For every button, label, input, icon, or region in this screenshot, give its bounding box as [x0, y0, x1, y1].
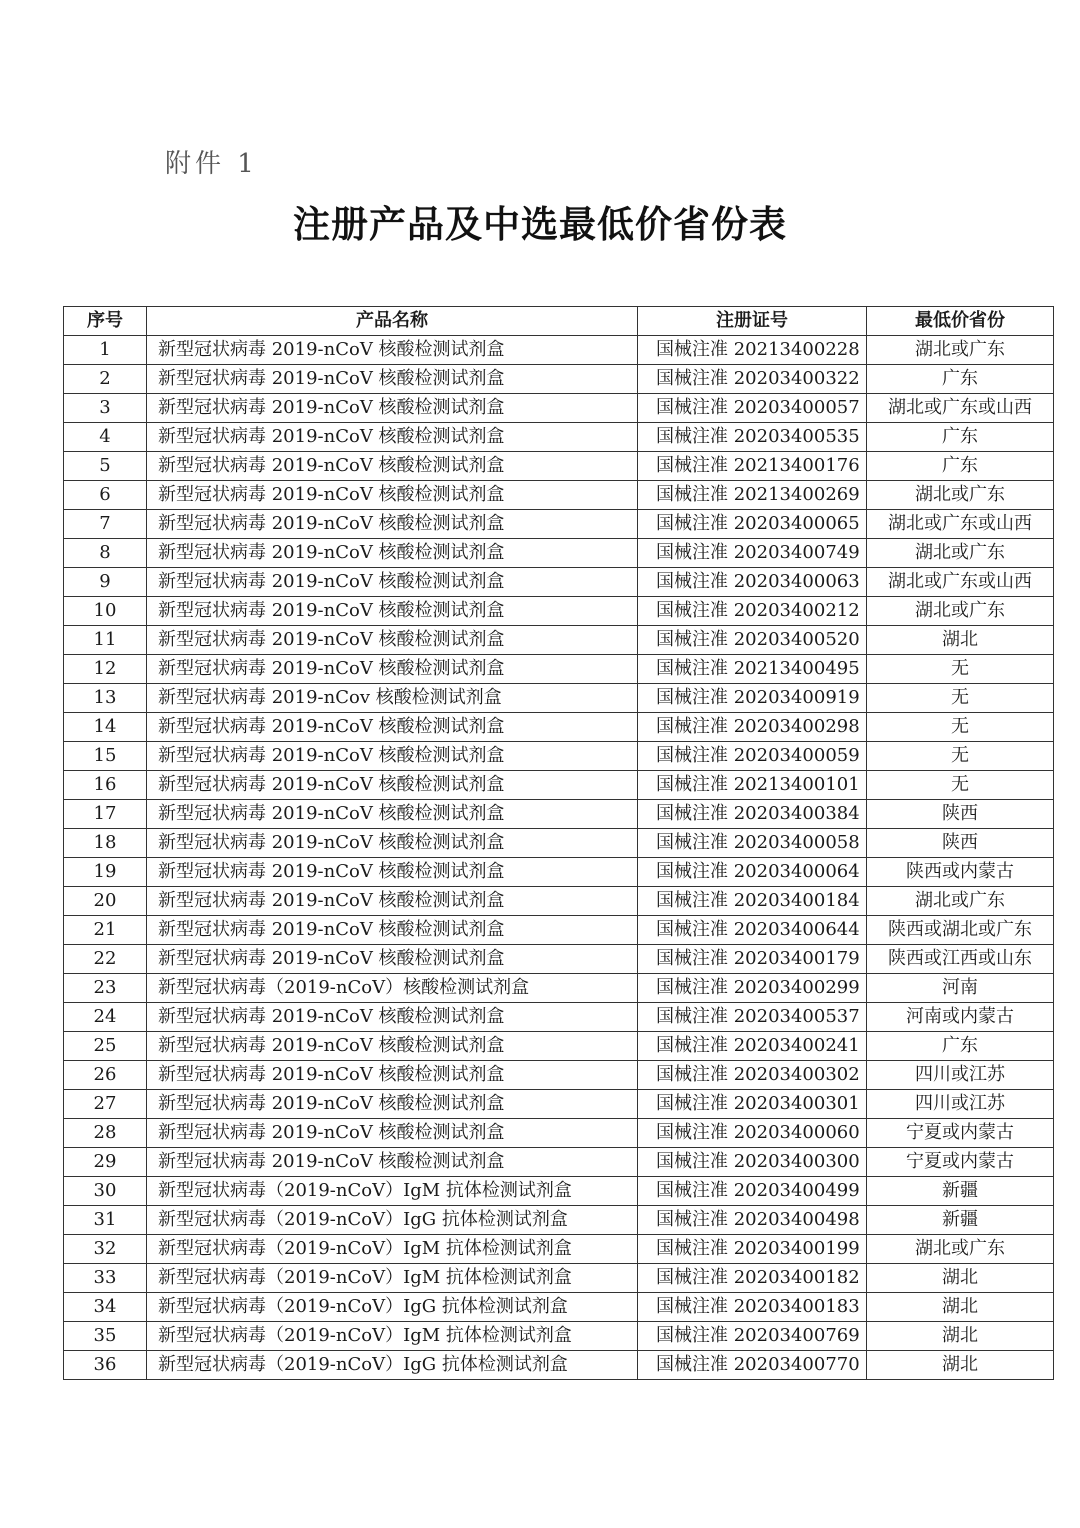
- table-row: [64, 336, 1054, 365]
- cell-product-name: 新型冠状病毒（2019-nCoV）IgG 抗体检测试剂盒: [147, 1206, 638, 1235]
- cell-registration-no: 国械注准 20203400299: [638, 974, 867, 1003]
- cell-lowest-price-province: 湖北或广东: [867, 887, 1054, 916]
- cell-lowest-price-province: 湖北: [867, 1322, 1054, 1351]
- cell-index: 33: [64, 1264, 147, 1293]
- cell-index: 26: [64, 1061, 147, 1090]
- table-row: [64, 1148, 1054, 1177]
- cell-lowest-price-province: 湖北或广东或山西: [867, 568, 1054, 597]
- cell-registration-no: 国械注准 20203400769: [638, 1322, 867, 1351]
- cell-registration-no: 国械注准 20203400300: [638, 1148, 867, 1177]
- cell-lowest-price-province: 湖北或广东: [867, 336, 1054, 365]
- column-header-registration-no: 注册证号: [638, 307, 867, 336]
- table-row: [64, 800, 1054, 829]
- cell-product-name: 新型冠状病毒 2019-nCoV 核酸检测试剂盒: [147, 1148, 638, 1177]
- table-row: [64, 365, 1054, 394]
- cell-lowest-price-province: 湖北: [867, 1264, 1054, 1293]
- cell-lowest-price-province: 广东: [867, 452, 1054, 481]
- cell-product-name: 新型冠状病毒 2019-nCoV 核酸检测试剂盒: [147, 1119, 638, 1148]
- cell-lowest-price-province: 陕西: [867, 829, 1054, 858]
- table-row: [64, 1293, 1054, 1322]
- cell-index: 19: [64, 858, 147, 887]
- cell-lowest-price-province: 无: [867, 713, 1054, 742]
- cell-registration-no: 国械注准 20203400537: [638, 1003, 867, 1032]
- cell-lowest-price-province: 无: [867, 684, 1054, 713]
- cell-lowest-price-province: 新疆: [867, 1177, 1054, 1206]
- cell-lowest-price-province: 宁夏或内蒙古: [867, 1119, 1054, 1148]
- cell-product-name: 新型冠状病毒 2019-nCoV 核酸检测试剂盒: [147, 1003, 638, 1032]
- cell-product-name: 新型冠状病毒（2019-nCoV）IgG 抗体检测试剂盒: [147, 1351, 638, 1380]
- table-row: [64, 916, 1054, 945]
- cell-product-name: 新型冠状病毒 2019-nCoV 核酸检测试剂盒: [147, 539, 638, 568]
- table-row: [64, 1206, 1054, 1235]
- cell-index: 1: [64, 336, 147, 365]
- column-header-index: 序号: [64, 307, 147, 336]
- cell-lowest-price-province: 新疆: [867, 1206, 1054, 1235]
- cell-registration-no: 国械注准 20203400065: [638, 510, 867, 539]
- cell-registration-no: 国械注准 20203400498: [638, 1206, 867, 1235]
- cell-index: 29: [64, 1148, 147, 1177]
- cell-lowest-price-province: 湖北或广东或山西: [867, 394, 1054, 423]
- cell-registration-no: 国械注准 20203400301: [638, 1090, 867, 1119]
- cell-product-name: 新型冠状病毒 2019-nCoV 核酸检测试剂盒: [147, 1061, 638, 1090]
- table-row: [64, 684, 1054, 713]
- cell-lowest-price-province: 宁夏或内蒙古: [867, 1148, 1054, 1177]
- table-row: [64, 1061, 1054, 1090]
- table-row: [64, 539, 1054, 568]
- cell-index: 16: [64, 771, 147, 800]
- cell-lowest-price-province: 湖北: [867, 626, 1054, 655]
- cell-registration-no: 国械注准 20203400520: [638, 626, 867, 655]
- cell-lowest-price-province: 陕西: [867, 800, 1054, 829]
- cell-index: 34: [64, 1293, 147, 1322]
- cell-registration-no: 国械注准 20203400298: [638, 713, 867, 742]
- cell-index: 11: [64, 626, 147, 655]
- cell-product-name: 新型冠状病毒 2019-nCoV 核酸检测试剂盒: [147, 858, 638, 887]
- page-title: 注册产品及中选最低价省份表: [293, 203, 787, 246]
- cell-index: 5: [64, 452, 147, 481]
- cell-product-name: 新型冠状病毒 2019-nCoV 核酸检测试剂盒: [147, 1090, 638, 1119]
- cell-lowest-price-province: 河南或内蒙古: [867, 1003, 1054, 1032]
- cell-lowest-price-province: 湖北: [867, 1293, 1054, 1322]
- table-row: [64, 742, 1054, 771]
- cell-index: 3: [64, 394, 147, 423]
- cell-registration-no: 国械注准 20213400101: [638, 771, 867, 800]
- cell-registration-no: 国械注准 20203400179: [638, 945, 867, 974]
- cell-index: 2: [64, 365, 147, 394]
- cell-registration-no: 国械注准 20203400063: [638, 568, 867, 597]
- table-row: [64, 974, 1054, 1003]
- cell-product-name: 新型冠状病毒 2019-nCoV 核酸检测试剂盒: [147, 394, 638, 423]
- cell-product-name: 新型冠状病毒（2019-nCoV）IgM 抗体检测试剂盒: [147, 1177, 638, 1206]
- cell-registration-no: 国械注准 20213400176: [638, 452, 867, 481]
- cell-lowest-price-province: 湖北或广东: [867, 597, 1054, 626]
- column-header-lowest-price-province: 最低价省份: [867, 307, 1054, 336]
- table-header-row: [64, 307, 1054, 336]
- table-row: [64, 1032, 1054, 1061]
- cell-lowest-price-province: 陕西或江西或山东: [867, 945, 1054, 974]
- cell-product-name: 新型冠状病毒 2019-nCoV 核酸检测试剂盒: [147, 945, 638, 974]
- table-row: [64, 1177, 1054, 1206]
- table-row: [64, 1235, 1054, 1264]
- cell-product-name: 新型冠状病毒（2019-nCoV）IgM 抗体检测试剂盒: [147, 1235, 638, 1264]
- cell-lowest-price-province: 四川或江苏: [867, 1090, 1054, 1119]
- cell-index: 12: [64, 655, 147, 684]
- table-row: [64, 597, 1054, 626]
- table-row: [64, 452, 1054, 481]
- table-row: [64, 626, 1054, 655]
- cell-lowest-price-province: 湖北或广东: [867, 539, 1054, 568]
- cell-product-name: 新型冠状病毒 2019-nCoV 核酸检测试剂盒: [147, 713, 638, 742]
- cell-product-name: 新型冠状病毒 2019-nCoV 核酸检测试剂盒: [147, 597, 638, 626]
- cell-product-name: 新型冠状病毒 2019-nCoV 核酸检测试剂盒: [147, 423, 638, 452]
- cell-product-name: 新型冠状病毒 2019-nCoV 核酸检测试剂盒: [147, 887, 638, 916]
- cell-lowest-price-province: 无: [867, 771, 1054, 800]
- table-row: [64, 887, 1054, 916]
- table-row: [64, 858, 1054, 887]
- table-row: [64, 655, 1054, 684]
- cell-index: 36: [64, 1351, 147, 1380]
- cell-index: 30: [64, 1177, 147, 1206]
- cell-registration-no: 国械注准 20203400184: [638, 887, 867, 916]
- cell-index: 9: [64, 568, 147, 597]
- cell-lowest-price-province: 无: [867, 655, 1054, 684]
- cell-registration-no: 国械注准 20213400495: [638, 655, 867, 684]
- cell-lowest-price-province: 无: [867, 742, 1054, 771]
- cell-registration-no: 国械注准 20203400183: [638, 1293, 867, 1322]
- cell-index: 24: [64, 1003, 147, 1032]
- table-row: [64, 568, 1054, 597]
- cell-index: 13: [64, 684, 147, 713]
- cell-registration-no: 国械注准 20203400182: [638, 1264, 867, 1293]
- cell-registration-no: 国械注准 20213400269: [638, 481, 867, 510]
- cell-product-name: 新型冠状病毒（2019-nCoV）IgM 抗体检测试剂盒: [147, 1322, 638, 1351]
- cell-registration-no: 国械注准 20213400228: [638, 336, 867, 365]
- cell-registration-no: 国械注准 20203400770: [638, 1351, 867, 1380]
- cell-registration-no: 国械注准 20203400058: [638, 829, 867, 858]
- cell-product-name: 新型冠状病毒（2019-nCoV）IgM 抗体检测试剂盒: [147, 1264, 638, 1293]
- cell-registration-no: 国械注准 20203400057: [638, 394, 867, 423]
- table-row: [64, 394, 1054, 423]
- cell-index: 23: [64, 974, 147, 1003]
- table-row: [64, 829, 1054, 858]
- table-body: [64, 336, 1054, 1380]
- cell-index: 25: [64, 1032, 147, 1061]
- cell-lowest-price-province: 湖北: [867, 1351, 1054, 1380]
- cell-index: 35: [64, 1322, 147, 1351]
- cell-product-name: 新型冠状病毒 2019-nCoV 核酸检测试剂盒: [147, 626, 638, 655]
- cell-lowest-price-province: 湖北或广东: [867, 481, 1054, 510]
- cell-registration-no: 国械注准 20203400384: [638, 800, 867, 829]
- cell-product-name: 新型冠状病毒 2019-nCoV 核酸检测试剂盒: [147, 1032, 638, 1061]
- cell-lowest-price-province: 陕西或内蒙古: [867, 858, 1054, 887]
- table-row: [64, 423, 1054, 452]
- cell-index: 8: [64, 539, 147, 568]
- cell-registration-no: 国械注准 20203400059: [638, 742, 867, 771]
- table-row: [64, 1351, 1054, 1380]
- table-row: [64, 713, 1054, 742]
- cell-product-name: 新型冠状病毒 2019-nCoV 核酸检测试剂盒: [147, 336, 638, 365]
- cell-registration-no: 国械注准 20203400212: [638, 597, 867, 626]
- cell-registration-no: 国械注准 20203400060: [638, 1119, 867, 1148]
- cell-registration-no: 国械注准 20203400919: [638, 684, 867, 713]
- cell-index: 28: [64, 1119, 147, 1148]
- cell-lowest-price-province: 河南: [867, 974, 1054, 1003]
- cell-product-name: 新型冠状病毒（2019-nCoV）IgG 抗体检测试剂盒: [147, 1293, 638, 1322]
- cell-product-name: 新型冠状病毒 2019-nCoV 核酸检测试剂盒: [147, 742, 638, 771]
- cell-index: 14: [64, 713, 147, 742]
- table-row: [64, 1119, 1054, 1148]
- table-row: [64, 771, 1054, 800]
- cell-registration-no: 国械注准 20203400322: [638, 365, 867, 394]
- cell-index: 4: [64, 423, 147, 452]
- cell-index: 20: [64, 887, 147, 916]
- cell-index: 18: [64, 829, 147, 858]
- cell-registration-no: 国械注准 20203400199: [638, 1235, 867, 1264]
- attachment-label: 附件 1: [165, 149, 258, 179]
- cell-index: 32: [64, 1235, 147, 1264]
- cell-registration-no: 国械注准 20203400749: [638, 539, 867, 568]
- cell-index: 21: [64, 916, 147, 945]
- registration-table: [63, 306, 1054, 1380]
- cell-product-name: 新型冠状病毒 2019-nCoV 核酸检测试剂盒: [147, 510, 638, 539]
- cell-index: 22: [64, 945, 147, 974]
- cell-lowest-price-province: 湖北或广东: [867, 1235, 1054, 1264]
- cell-product-name: 新型冠状病毒 2019-nCoV 核酸检测试剂盒: [147, 365, 638, 394]
- cell-lowest-price-province: 广东: [867, 1032, 1054, 1061]
- table-row: [64, 945, 1054, 974]
- cell-lowest-price-province: 四川或江苏: [867, 1061, 1054, 1090]
- cell-registration-no: 国械注准 20203400644: [638, 916, 867, 945]
- table-row: [64, 1090, 1054, 1119]
- table-row: [64, 1264, 1054, 1293]
- cell-product-name: 新型冠状病毒 2019-nCoV 核酸检测试剂盒: [147, 916, 638, 945]
- cell-index: 31: [64, 1206, 147, 1235]
- cell-lowest-price-province: 湖北或广东或山西: [867, 510, 1054, 539]
- cell-product-name: 新型冠状病毒 2019-nCoV 核酸检测试剂盒: [147, 655, 638, 684]
- cell-registration-no: 国械注准 20203400499: [638, 1177, 867, 1206]
- cell-index: 15: [64, 742, 147, 771]
- cell-product-name: 新型冠状病毒 2019-nCoV 核酸检测试剂盒: [147, 568, 638, 597]
- cell-lowest-price-province: 陕西或湖北或广东: [867, 916, 1054, 945]
- table-row: [64, 1322, 1054, 1351]
- cell-index: 7: [64, 510, 147, 539]
- table-row: [64, 510, 1054, 539]
- cell-registration-no: 国械注准 20203400241: [638, 1032, 867, 1061]
- cell-index: 6: [64, 481, 147, 510]
- cell-product-name: 新型冠状病毒（2019-nCoV）核酸检测试剂盒: [147, 974, 638, 1003]
- cell-registration-no: 国械注准 20203400302: [638, 1061, 867, 1090]
- cell-product-name: 新型冠状病毒 2019-nCoV 核酸检测试剂盒: [147, 771, 638, 800]
- column-header-product-name: 产品名称: [147, 307, 638, 336]
- cell-registration-no: 国械注准 20203400535: [638, 423, 867, 452]
- cell-lowest-price-province: 广东: [867, 365, 1054, 394]
- cell-product-name: 新型冠状病毒 2019-nCoV 核酸检测试剂盒: [147, 452, 638, 481]
- cell-index: 10: [64, 597, 147, 626]
- table-row: [64, 481, 1054, 510]
- cell-index: 27: [64, 1090, 147, 1119]
- cell-lowest-price-province: 广东: [867, 423, 1054, 452]
- cell-registration-no: 国械注准 20203400064: [638, 858, 867, 887]
- cell-product-name: 新型冠状病毒 2019-nCoV 核酸检测试剂盒: [147, 800, 638, 829]
- cell-product-name: 新型冠状病毒 2019-nCoV 核酸检测试剂盒: [147, 481, 638, 510]
- cell-product-name: 新型冠状病毒 2019-nCov 核酸检测试剂盒: [147, 684, 638, 713]
- cell-index: 17: [64, 800, 147, 829]
- cell-product-name: 新型冠状病毒 2019-nCoV 核酸检测试剂盒: [147, 829, 638, 858]
- table-row: [64, 1003, 1054, 1032]
